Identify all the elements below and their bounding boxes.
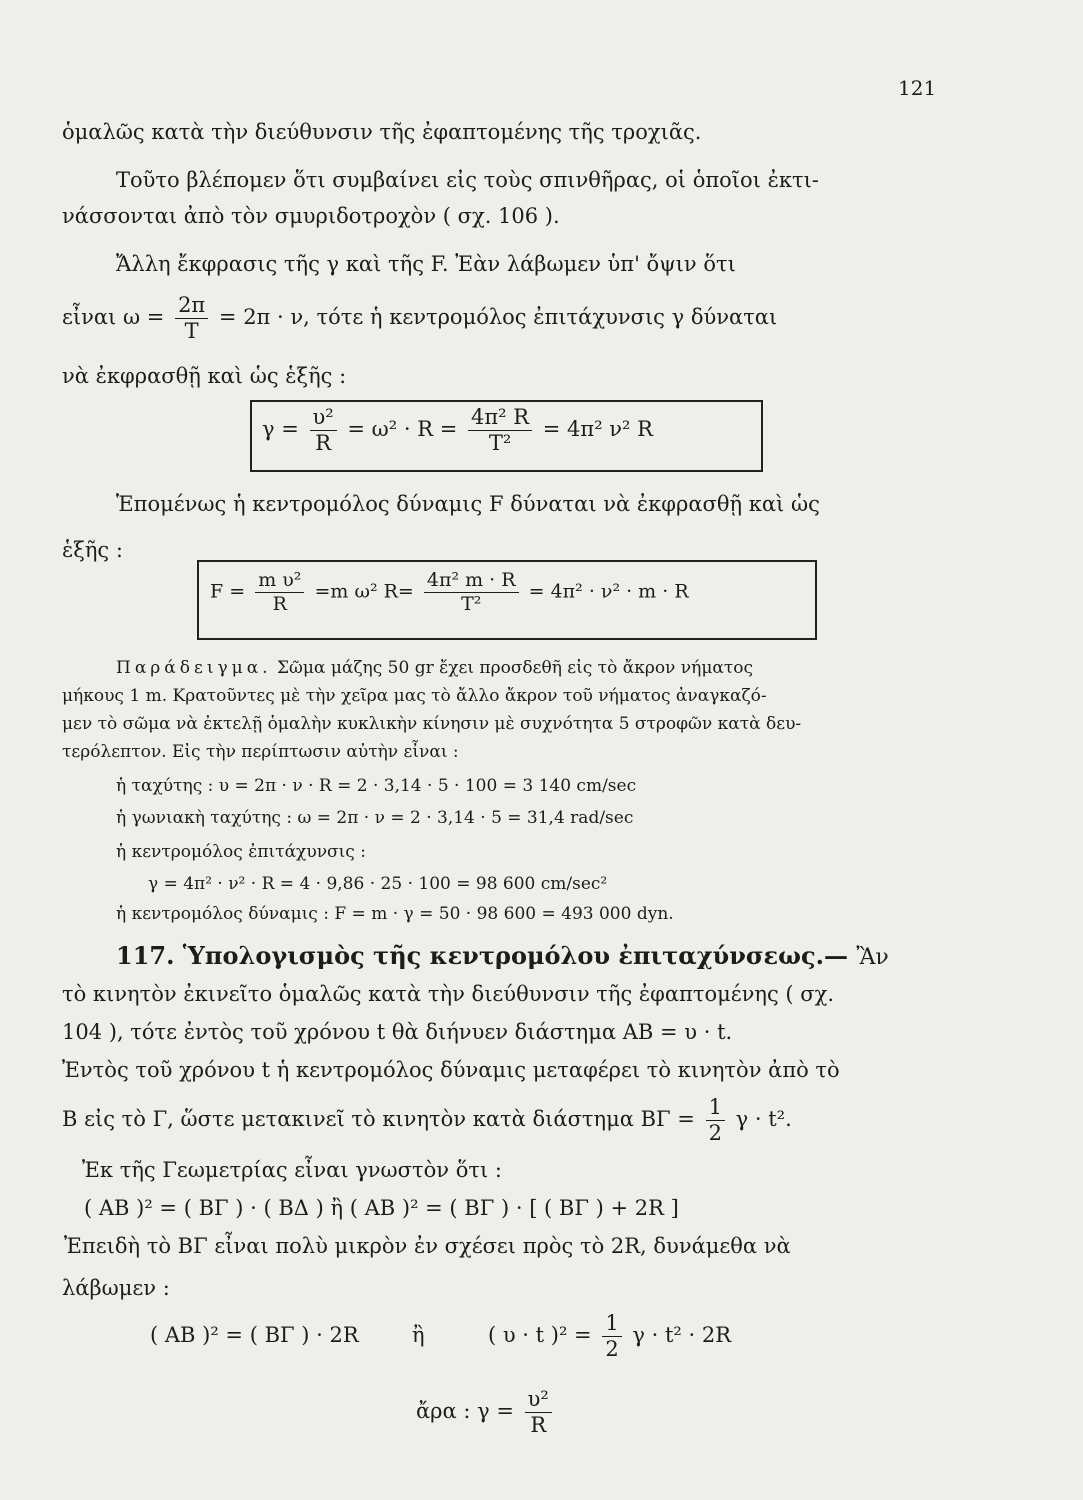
section-line-4-end: γ · t². [735,1107,792,1132]
section-line-8: λάβωμεν : [62,1276,170,1300]
example-line-1-text: Σῶμα μάζης 50 gr ἔχει προσδεθῆ εἰς τὸ ἄκρον νήματος [277,658,754,678]
example-acceleration-value: γ = 4π² · ν² · R = 4 · 9,86 · 25 · 100 = 98 600 cm/sec² [148,874,608,894]
approx-equation-left: ( AB )² = ( BΓ ) · 2R [150,1323,359,1348]
formula2-fraction-1-denominator: R [272,592,287,615]
formula2-fraction-2 [424,570,519,615]
text-line-5-start: εἶναι ω = [62,305,165,330]
section-heading-continuation: Ἂν [856,945,889,970]
approx-equation-right: ( υ · t )² = [487,1323,592,1348]
formula1-fraction-2-numerator: 4π² R [468,406,532,431]
example-velocity: ἡ ταχύτης : υ = 2π · ν · R = 2 · 3,14 · 5 · 100 = 3 140 cm/sec [116,776,637,796]
half-fraction-1-denominator: 2 [708,1121,722,1146]
result-equation [416,1388,556,1437]
half-fraction-2-numerator: 1 [602,1312,621,1337]
text-line-5 [62,294,777,343]
formula2-fraction-1-numerator: m υ² [255,570,304,593]
omega-fraction-numerator: 2π [175,294,208,319]
section-heading [116,941,889,970]
section-line-1: τὸ κινητὸν ἐκινεῖτο ὁμαλῶς κατὰ τὴν διεύθυνσιν τῆς ἐφαπτομένης ( σχ. [62,982,835,1006]
approx-equation [150,1312,731,1361]
example-line-3: μεν τὸ σῶμα νὰ ἐκτελῇ ὁμαλὴν κυκλικὴν κίνησιν μὲ συχνότητα 5 στροφῶν κατὰ δευ- [62,714,802,734]
geometry-equation: ( AB )² = ( BΓ ) · ( BΔ ) ἢ ( AB )² = ( BΓ ) · [ ( BΓ ) + 2R ] [84,1196,679,1220]
approx-equation-right-end: γ · t² · 2R [632,1323,732,1348]
example-acceleration-label: ἡ κεντρομόλος ἐπιτάχυνσις : [116,842,366,862]
section-line-2: 104 ), τότε ἐντὸς τοῦ χρόνου t θὰ διήνυεν διάστημα AB = υ · t. [62,1020,733,1044]
example-line-4: τερόλεπτον. Εἰς τὴν περίπτωσιν αὐτὴν εἶναι : [62,742,459,762]
formula1-fraction-1-denominator: R [315,431,332,456]
result-fraction [525,1388,552,1437]
half-fraction-1-numerator: 1 [706,1096,725,1121]
example-line-1 [116,660,753,677]
result-fraction-numerator: υ² [525,1388,552,1413]
section-line-7: Ἐπειδὴ τὸ BΓ εἶναι πολὺ μικρὸν ἐν σχέσει πρὸς τὸ 2R, δυνάμεθα νὰ [64,1234,791,1258]
text-line-4: Ἄλλη ἔκφρασις τῆς γ καὶ τῆς F. Ἐὰν λάβωμεν ὑπ' ὄψιν ὅτι [116,252,736,276]
formula2-lhs: F = [210,580,246,603]
section-heading-title: 117. Ὑπολογισμὸς τῆς κεντρομόλου ἐπιταχύνσεως.— [116,941,848,970]
text-line-6: νὰ ἐκφρασθῇ καὶ ὡς ἑξῆς : [62,364,347,388]
text-line-5-end: = 2π · ν, τότε ἡ κεντρομόλος ἐπιτάχυνσις γ δύναται [218,305,778,330]
formula-acceleration [262,406,653,455]
text-line-3: νάσσονται ἀπὸ τὸν σμυριδοτροχὸν ( σχ. 106 ). [62,204,560,228]
half-fraction-2 [602,1312,621,1361]
omega-fraction [175,294,208,343]
section-line-4 [62,1096,792,1145]
page-number: 121 [898,76,937,100]
formula1-lhs: γ = [262,417,299,442]
formula-force [210,570,689,615]
half-fraction-2-denominator: 2 [605,1337,619,1362]
formula1-fraction-1-numerator: υ² [310,406,337,431]
section-line-5: Ἐκ τῆς Γεωμετρίας εἶναι γνωστὸν ὅτι : [82,1158,502,1182]
half-fraction-1 [706,1096,725,1145]
formula1-rhs: = 4π² ν² R [542,417,653,442]
text-line-8: ἑξῆς : [62,538,123,562]
formula1-fraction-1 [310,406,337,455]
example-angular-velocity: ἡ γωνιακὴ ταχύτης : ω = 2π · ν = 2 · 3,14 · 5 = 31,4 rad/sec [116,808,634,828]
text-line-1: ὁμαλῶς κατὰ τὴν διεύθυνσιν τῆς ἐφαπτομένης τῆς τροχιᾶς. [62,120,702,144]
formula1-fraction-2 [468,406,532,455]
text-line-2: Τοῦτο βλέπομεν ὅτι συμβαίνει εἰς τοὺς σπινθῆρας, οἱ ὁποῖοι ἐκτι- [116,168,819,192]
formula2-fraction-1 [255,570,304,615]
example-line-2: μήκους 1 m. Κρατοῦντες μὲ τὴν χεῖρα μας τὸ ἄλλο ἄκρον τοῦ νήματος ἀναγκαζό- [62,686,767,706]
formula1-fraction-2-denominator: T² [488,431,512,456]
text-line-7: Ἑπομένως ἡ κεντρομόλος δύναμις F δύναται νὰ ἐκφρασθῇ καὶ ὡς [116,492,820,516]
example-force: ἡ κεντρομόλος δύναμις : F = m · γ = 50 · 98 600 = 493 000 dyn. [116,904,674,924]
section-line-3: Ἐντὸς τοῦ χρόνου t ἡ κεντρομόλος δύναμις μεταφέρει τὸ κινητὸν ἀπὸ τὸ [62,1058,840,1082]
formula1-middle: = ω² · R = [347,417,458,442]
omega-fraction-denominator: T [184,319,199,344]
example-label: Παράδειγμα. [116,658,272,678]
formula2-fraction-2-denominator: T² [461,592,482,615]
approx-equation-or: ἢ [412,1323,425,1348]
result-equation-start: ἄρα : γ = [416,1399,514,1424]
formula2-fraction-2-numerator: 4π² m · R [424,570,519,593]
formula2-rhs: = 4π² · ν² · m · R [528,580,689,603]
formula2-middle: =m ω² R= [314,580,414,603]
result-fraction-denominator: R [530,1413,547,1438]
section-line-4-start: B εἰς τὸ Γ, ὥστε μετακινεῖ τὸ κινητὸν κατὰ διάστημα BΓ = [62,1107,695,1132]
